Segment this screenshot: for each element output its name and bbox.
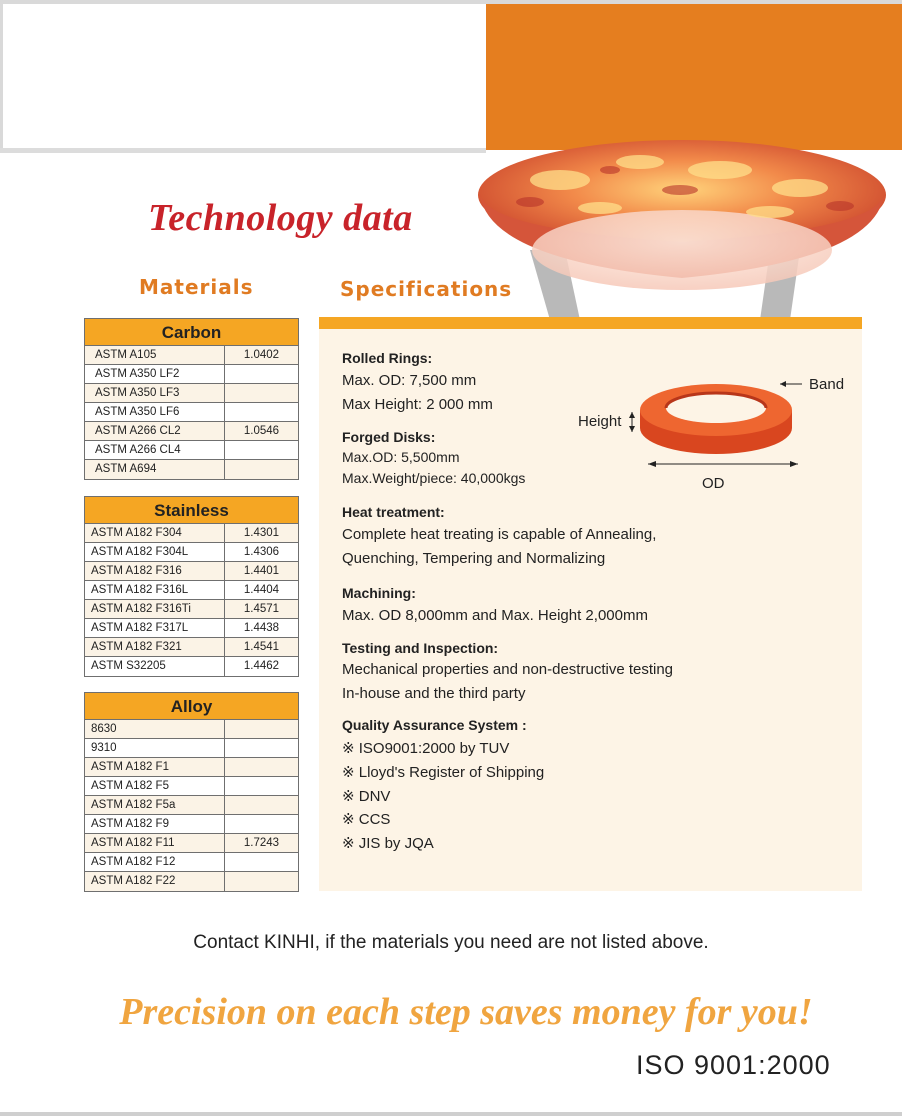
quality-item: ※ DNV — [342, 788, 391, 805]
material-name: ASTM A182 F316 — [85, 562, 225, 580]
quality-item: ※ ISO9001:2000 by TUV — [342, 740, 510, 757]
alloy-table — [84, 692, 299, 892]
table-row — [85, 758, 298, 777]
height-label: Height — [578, 413, 622, 430]
quality-label: Quality Assurance System : — [342, 717, 527, 733]
table-row — [85, 777, 298, 796]
heat-treatment-line: Complete heat treating is capable of Annealing, — [342, 526, 657, 543]
table-row — [85, 581, 298, 600]
material-name: ASTM A182 F316L — [85, 581, 225, 599]
stainless-table — [84, 496, 299, 677]
material-code: 1.4541 — [243, 641, 280, 653]
quality-item: ※ JIS by JQA — [342, 835, 434, 852]
material-code: 1.4401 — [243, 565, 280, 577]
material-name: 8630 — [85, 720, 225, 738]
material-name: ASTM A182 F317L — [85, 619, 225, 637]
table-row — [85, 403, 298, 422]
quality-item: ※ Lloyd's Register of Shipping — [342, 764, 545, 781]
rolled-rings-label: Rolled Rings: — [342, 350, 433, 366]
table-row — [85, 600, 298, 619]
table-row — [85, 365, 298, 384]
iso-mark: ISO 9001:2000 — [636, 1050, 831, 1080]
material-name: ASTM A182 F321 — [85, 638, 225, 656]
quality-item: ※ CCS — [342, 811, 391, 828]
material-name: 9310 — [85, 739, 225, 757]
material-code — [225, 815, 298, 833]
stainless-table-body — [85, 524, 298, 676]
table-row — [85, 872, 298, 891]
material-name: ASTM A182 F22 — [85, 872, 225, 891]
table-row — [85, 657, 298, 676]
material-name: ASTM A350 LF6 — [85, 403, 225, 421]
bottom-border — [0, 1112, 902, 1116]
material-code — [225, 365, 298, 383]
material-code: 1.4306 — [243, 546, 280, 558]
material-code — [225, 777, 298, 795]
material-code: 1.0546 — [243, 425, 280, 437]
table-row — [85, 384, 298, 403]
alloy-table-body — [85, 720, 298, 891]
material-code: 1.4404 — [243, 584, 280, 596]
material-name: ASTM A350 LF2 — [85, 365, 225, 383]
material-code: 1.4571 — [243, 603, 280, 615]
material-name: ASTM A182 F304L — [85, 543, 225, 561]
table-row — [85, 638, 298, 657]
table-row — [85, 441, 298, 460]
material-code: 1.4462 — [243, 660, 280, 672]
material-code — [225, 720, 298, 738]
page-title: Technology data — [148, 197, 413, 239]
specifications-strip — [319, 317, 862, 329]
table-row — [85, 460, 298, 479]
forged-disks-line: Max.OD: 5,500mm — [342, 449, 460, 465]
od-label: OD — [702, 475, 725, 492]
table-row — [85, 619, 298, 638]
table-row — [85, 796, 298, 815]
rolled-rings-line: Max Height: 2 000 mm — [342, 396, 493, 413]
band-label: Band — [809, 376, 845, 393]
material-name: ASTM A182 F1 — [85, 758, 225, 776]
material-code: 1.4438 — [243, 622, 280, 634]
material-name: ASTM A350 LF3 — [85, 384, 225, 402]
material-name: ASTM A182 F316Ti — [85, 600, 225, 618]
table-row — [85, 562, 298, 581]
material-code — [225, 460, 298, 479]
table-row — [85, 815, 298, 834]
stainless-table-header: Stainless — [85, 497, 298, 524]
material-name: ASTM A266 CL2 — [85, 422, 225, 440]
material-name: ASTM A182 F12 — [85, 853, 225, 871]
carbon-table-body — [85, 346, 298, 479]
material-name: ASTM A105 — [85, 346, 225, 364]
alloy-table-header: Alloy — [85, 693, 298, 720]
forged-ring-photo — [470, 110, 895, 320]
testing-label: Testing and Inspection: — [342, 640, 499, 656]
material-name: ASTM A182 F9 — [85, 815, 225, 833]
material-code — [225, 796, 298, 814]
material-name: ASTM A182 F5a — [85, 796, 225, 814]
material-code — [225, 739, 298, 757]
specifications-heading: Specifications — [340, 277, 513, 301]
table-row — [85, 834, 298, 853]
machining-label: Machining: — [342, 585, 416, 601]
testing-line: Mechanical properties and non-destructive testing — [342, 661, 674, 678]
left-border — [0, 0, 3, 150]
material-name: ASTM A182 F5 — [85, 777, 225, 795]
machining-line: Max. OD 8,000mm and Max. Height 2,000mm — [342, 607, 648, 624]
material-code: 1.7243 — [243, 837, 280, 849]
material-code: 1.0402 — [243, 349, 280, 361]
material-name: ASTM A182 F304 — [85, 524, 225, 542]
material-code — [225, 853, 298, 871]
carbon-table — [84, 318, 299, 480]
material-name: ASTM S32205 — [85, 657, 225, 676]
table-row — [85, 524, 298, 543]
material-code — [225, 403, 298, 421]
material-code: 1.4301 — [243, 527, 280, 539]
slogan: Precision on each step saves money for you! — [119, 991, 813, 1033]
testing-line: In-house and the third party — [342, 685, 526, 702]
materials-heading: Materials — [139, 275, 254, 299]
material-code — [225, 758, 298, 776]
table-row — [85, 422, 298, 441]
table-row — [85, 720, 298, 739]
table-row — [85, 853, 298, 872]
heat-treatment-label: Heat treatment: — [342, 504, 445, 520]
material-code — [225, 384, 298, 402]
table-row — [85, 543, 298, 562]
material-name: ASTM A266 CL4 — [85, 441, 225, 459]
carbon-table-header: Carbon — [85, 319, 298, 346]
material-name: ASTM A694 — [85, 460, 225, 479]
material-name: ASTM A182 F11 — [85, 834, 225, 852]
table-row — [85, 346, 298, 365]
forged-disks-label: Forged Disks: — [342, 429, 436, 445]
rolled-rings-line: Max. OD: 7,500 mm — [342, 372, 477, 389]
header-divider — [0, 148, 486, 153]
contact-note: Contact KINHI, if the materials you need are not listed above. — [193, 932, 709, 953]
table-row — [85, 739, 298, 758]
material-code — [225, 441, 298, 459]
material-code — [225, 872, 298, 891]
forged-disks-line: Max.Weight/piece: 40,000kgs — [342, 470, 526, 486]
heat-treatment-line: Quenching, Tempering and Normalizing — [342, 550, 606, 567]
